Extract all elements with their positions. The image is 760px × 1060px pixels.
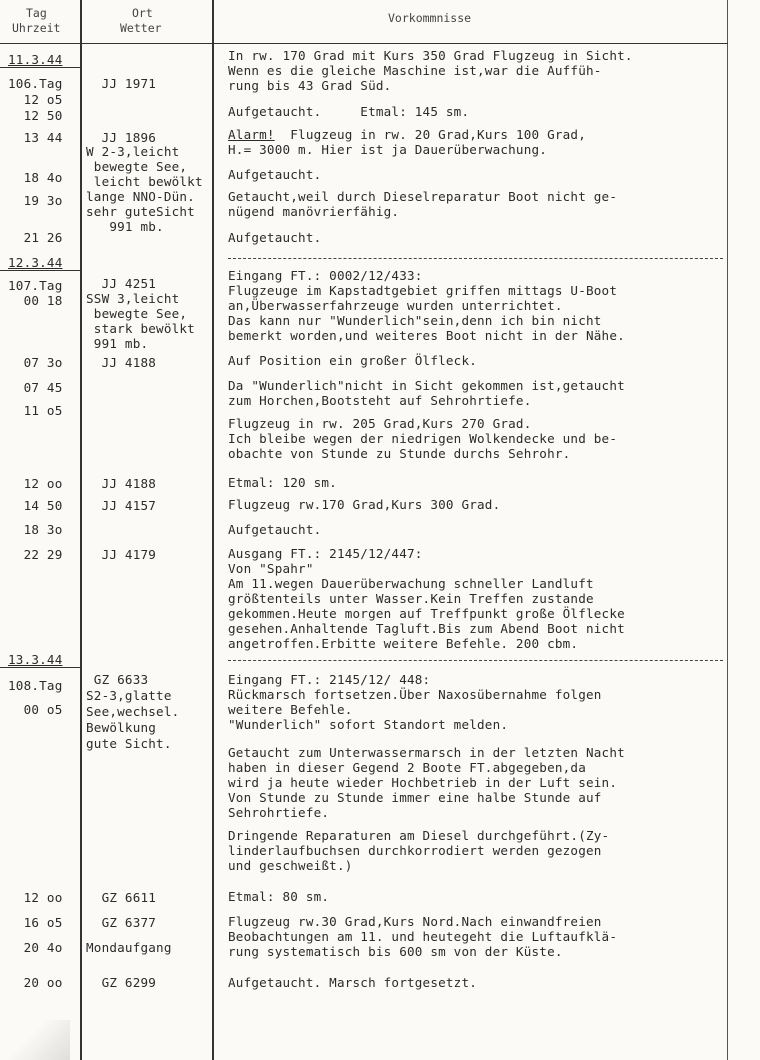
- event-line: Auf Position ein großer Ölfleck.: [228, 353, 478, 368]
- time-entry: 13 44: [8, 130, 63, 145]
- event-line: Sehrohrtiefe.: [228, 805, 330, 820]
- event-line: H.= 3000 m. Hier ist ja Dauerüberwachung.: [228, 142, 548, 157]
- column-rule-right: [727, 0, 728, 1060]
- location-weather-entry: GZ 6611: [86, 890, 157, 905]
- location-weather-entry: bewegte See,: [86, 159, 188, 174]
- header-tag: Tag: [26, 6, 47, 20]
- time-entry: 13.3.44: [8, 652, 63, 667]
- event-line: Aufgetaucht.: [228, 230, 322, 245]
- location-weather-entry: JJ 4251: [86, 276, 157, 291]
- column-rule-middle: [212, 0, 214, 1060]
- header-ort: Ort: [132, 6, 153, 20]
- event-line: größtenteils unter Wasser.Kein Treffen zustande: [228, 591, 594, 606]
- location-weather-entry: JJ 4179: [86, 547, 157, 562]
- event-line: obachte von Stunde zu Stunde durchs Sehrohr.: [228, 446, 571, 461]
- event-line: Ich bleibe wegen der niedrigen Wolkendecke und be-: [228, 431, 618, 446]
- event-line: Das kann nur "Wunderlich"sein,denn ich bin nicht: [228, 313, 602, 328]
- time-entry: 14 50: [8, 498, 63, 513]
- time-entry: 22 29: [8, 547, 63, 562]
- event-line: Getaucht,weil durch Dieselreparatur Boot nicht ge-: [228, 189, 618, 204]
- location-weather-entry: stark bewölkt: [86, 321, 195, 336]
- location-weather-entry: JJ 4188: [86, 355, 157, 370]
- separator-dash-2: [228, 660, 723, 661]
- time-entry: 108.Tag: [8, 678, 63, 693]
- location-weather-entry: 991 mb.: [86, 336, 149, 351]
- time-entry: 12.3.44: [8, 255, 63, 270]
- event-line: rung systematisch bis 600 sm von der Küste.: [228, 944, 563, 959]
- event-line: Von "Spahr": [228, 561, 314, 576]
- location-weather-entry: W 2-3,leicht: [86, 144, 180, 159]
- header-uhrzeit: Uhrzeit: [12, 21, 61, 35]
- location-weather-entry: SSW 3,leicht: [86, 291, 180, 306]
- location-weather-entry: gute Sicht.: [86, 736, 172, 751]
- time-entry: 00 18: [8, 293, 63, 308]
- event-line: Wenn es die gleiche Maschine ist,war die Auffüh-: [228, 63, 602, 78]
- event-line: Alarm! Flugzeug in rw. 20 Grad,Kurs 100 Grad,: [228, 127, 586, 142]
- event-line: In rw. 170 Grad mit Kurs 350 Grad Flugzeug in Sicht.: [228, 48, 633, 63]
- time-entry: 07 3o: [8, 355, 63, 370]
- event-line: an,Überwasserfahrzeuge wurden unterrichtet.: [228, 298, 563, 313]
- event-line: Getaucht zum Unterwassermarsch in der letzten Nacht: [228, 745, 625, 760]
- event-line: Eingang FT.: 2145/12/ 448:: [228, 672, 431, 687]
- time-entry: 19 3o: [8, 193, 63, 208]
- event-line: nügend manövrierfähig.: [228, 204, 400, 219]
- location-weather-entry: GZ 6377: [86, 915, 157, 930]
- location-weather-entry: lange NNO-Dün.: [86, 189, 195, 204]
- time-entry: 12 oo: [8, 890, 63, 905]
- event-line: Aufgetaucht.: [228, 522, 322, 537]
- event-line: weitere Befehle.: [228, 702, 353, 717]
- location-weather-entry: Bewölkung: [86, 720, 157, 735]
- time-entry: 20 4o: [8, 940, 63, 955]
- separator-dash-1: [228, 258, 723, 259]
- time-entry: 11 o5: [8, 403, 63, 418]
- event-line: und geschweißt.): [228, 858, 353, 873]
- event-line: Von Stunde zu Stunde immer eine halbe Stunde auf: [228, 790, 602, 805]
- time-entry: 12 oo: [8, 476, 63, 491]
- location-weather-entry: JJ 1971: [86, 76, 157, 91]
- event-line: Beobachtungen am 11. und heutegeht die Luftaufklä-: [228, 929, 618, 944]
- event-line: wird ja heute wieder Hochbetrieb in der Luft sein.: [228, 775, 618, 790]
- event-line: Flugzeuge im Kapstadtgebiet griffen mittags U-Boot: [228, 283, 618, 298]
- event-line: Rückmarsch fortsetzen.Über Naxosübernahme folgen: [228, 687, 602, 702]
- time-entry: 20 oo: [8, 975, 63, 990]
- header-wetter: Wetter: [120, 21, 162, 35]
- time-entry: 21 26: [8, 230, 63, 245]
- event-line: Da "Wunderlich"nicht in Sicht gekommen ist,getaucht: [228, 378, 625, 393]
- event-line: Aufgetaucht. Marsch fortgesetzt.: [228, 975, 478, 990]
- location-weather-entry: sehr guteSicht: [86, 204, 195, 219]
- location-weather-entry: GZ 6299: [86, 975, 157, 990]
- event-line: Flugzeug rw.170 Grad,Kurs 300 Grad.: [228, 497, 501, 512]
- event-line: gesehen.Anhaltende Tagluft.Bis zum Abend Boot nicht: [228, 621, 625, 636]
- time-entry: 18 4o: [8, 170, 63, 185]
- event-line: linderlaufbuchsen durchkorrodiert werden gezogen: [228, 843, 602, 858]
- location-weather-entry: S2-3,glatte: [86, 688, 172, 703]
- column-rule-left: [80, 0, 82, 1060]
- event-line: Aufgetaucht.: [228, 167, 322, 182]
- time-entry: 11.3.44: [8, 52, 63, 67]
- time-entry: 106.Tag: [8, 76, 63, 91]
- header-vorkommnisse: Vorkommnisse: [388, 11, 472, 25]
- event-line: rung bis 43 Grad Süd.: [228, 78, 392, 93]
- location-weather-entry: leicht bewölkt: [86, 174, 203, 189]
- event-line: "Wunderlich" sofort Standort melden.: [228, 717, 509, 732]
- event-line: Flugzeug rw.30 Grad,Kurs Nord.Nach einwandfreien: [228, 914, 602, 929]
- header-rule: [0, 43, 728, 44]
- location-weather-entry: JJ 4188: [86, 476, 157, 491]
- location-weather-entry: GZ 6633: [86, 672, 149, 687]
- location-weather-entry: bewegte See,: [86, 306, 188, 321]
- event-line: haben in dieser Gegend 2 Boote FT.abgegeben,da: [228, 760, 586, 775]
- event-line: Dringende Reparaturen am Diesel durchgeführt.(Zy-: [228, 828, 610, 843]
- time-entry: 16 o5: [8, 915, 63, 930]
- event-line: Etmal: 120 sm.: [228, 475, 337, 490]
- event-line: Am 11.wegen Dauerüberwachung schneller Landluft: [228, 576, 594, 591]
- event-line: Aufgetaucht. Etmal: 145 sm.: [228, 104, 470, 119]
- date-rule-12: [0, 270, 80, 271]
- event-line: Flugzeug in rw. 205 Grad,Kurs 270 Grad.: [228, 416, 532, 431]
- date-rule-13: [0, 667, 80, 668]
- event-line: Eingang FT.: 0002/12/433:: [228, 268, 423, 283]
- location-weather-entry: 991 mb.: [86, 219, 164, 234]
- location-weather-entry: See,wechsel.: [86, 704, 180, 719]
- location-weather-entry: JJ 1896: [86, 130, 157, 145]
- event-line: bemerkt worden,und weiteres Boot nicht in der Nähe.: [228, 328, 625, 343]
- location-weather-entry: Mondaufgang: [86, 940, 172, 955]
- location-weather-entry: JJ 4157: [86, 498, 157, 513]
- event-line: angetroffen.Erbitte weitere Befehle. 200 cbm.: [228, 636, 579, 651]
- time-entry: 12 50: [8, 108, 63, 123]
- event-line: zum Horchen,Bootsteht auf Sehrohrtiefe.: [228, 393, 532, 408]
- time-entry: 18 3o: [8, 522, 63, 537]
- event-line: gekommen.Heute morgen auf Treffpunkt große Ölflecke: [228, 606, 625, 621]
- time-entry: 12 o5: [8, 92, 63, 107]
- event-line: Ausgang FT.: 2145/12/447:: [228, 546, 423, 561]
- time-entry: 00 o5: [8, 702, 63, 717]
- time-entry: 07 45: [8, 380, 63, 395]
- scan-corner-shade: [0, 1020, 70, 1060]
- event-line: Etmal: 80 sm.: [228, 889, 330, 904]
- time-entry: 107.Tag: [8, 278, 63, 293]
- date-rule-11: [0, 67, 80, 68]
